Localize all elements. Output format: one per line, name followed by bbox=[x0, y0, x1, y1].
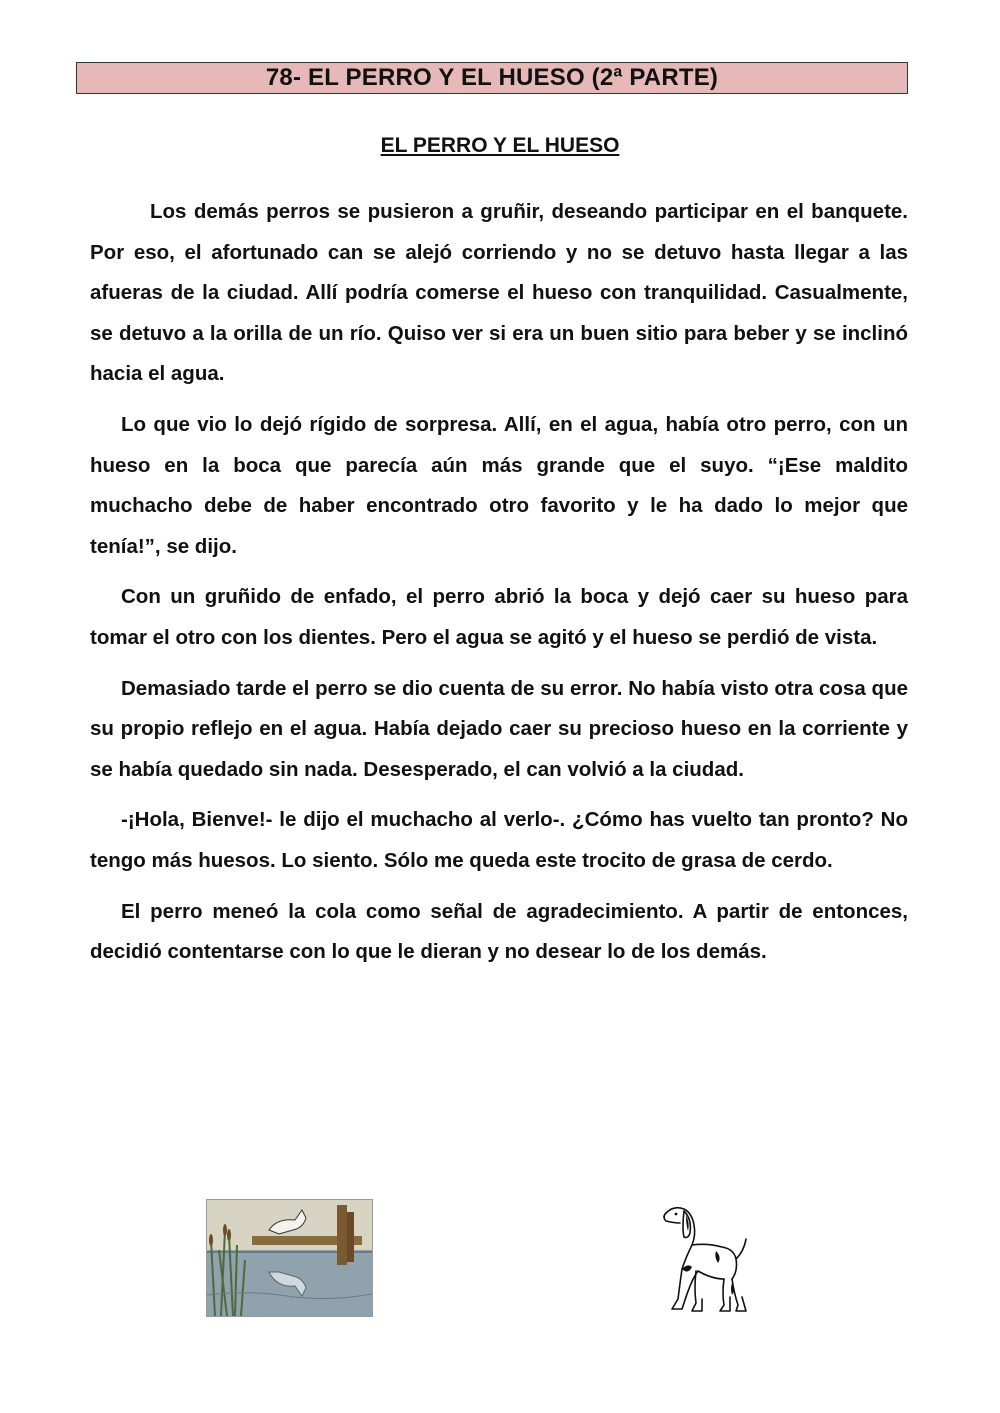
paragraph: Lo que vio lo dejó rígido de sorpresa. Allí, en el agua, había otro perro, con un hueso en la boca que parecía aún más grande que el suyo. “¡Ese maldito muchacho debe de haber encontrado otro favorito y le ha dado lo mejor que tenía!”, se dijo. bbox=[90, 412, 908, 558]
dog-river-reflection-illustration bbox=[206, 1199, 373, 1317]
paragraph: Con un gruñido de enfado, el perro abrió la boca y dejó caer su hueso para tomar el otro con los dientes. Pero el agua se agitó y el hueso se perdió de vista. bbox=[90, 585, 908, 649]
paragraph: Demasiado tarde el perro se dio cuenta de su error. No había visto otra cosa que su propio reflejo en el agua. Había dejado caer su precioso hueso en la corriente y se había quedado sin nada. Desesperado, el can volvió a la ciudad. bbox=[90, 676, 908, 781]
paragraph: -¡Hola, Bienve!- le dijo el muchacho al verlo-. ¿Cómo has vuelto tan pronto? No tengo más huesos. Lo siento. Sólo me queda este trocito de grasa de cerdo. bbox=[90, 808, 908, 872]
standing-dog-illustration bbox=[652, 1199, 752, 1315]
page-title: 78- EL PERRO Y EL HUESO (2ª PARTE) bbox=[76, 62, 908, 94]
story-title: EL PERRO Y EL HUESO bbox=[380, 134, 620, 157]
paragraph: El perro meneó la cola como señal de agradecimiento. A partir de entonces, decidió contentarse con lo que le dieran y no desear lo de los demás. bbox=[90, 899, 908, 964]
paragraph: Los demás perros se pusieron a gruñir, deseando participar en el banquete. Por eso, el afortunado can se alejó corriendo y no se detuvo hasta llegar a las afueras de la ciudad. Allí podría comerse el hueso con tranquilidad. Casualmente, se detuvo a la orilla de un río. Quiso ver si era un buen sitio para beber y se inclinó hacia el agua. bbox=[90, 200, 908, 386]
story-body bbox=[90, 192, 908, 983]
